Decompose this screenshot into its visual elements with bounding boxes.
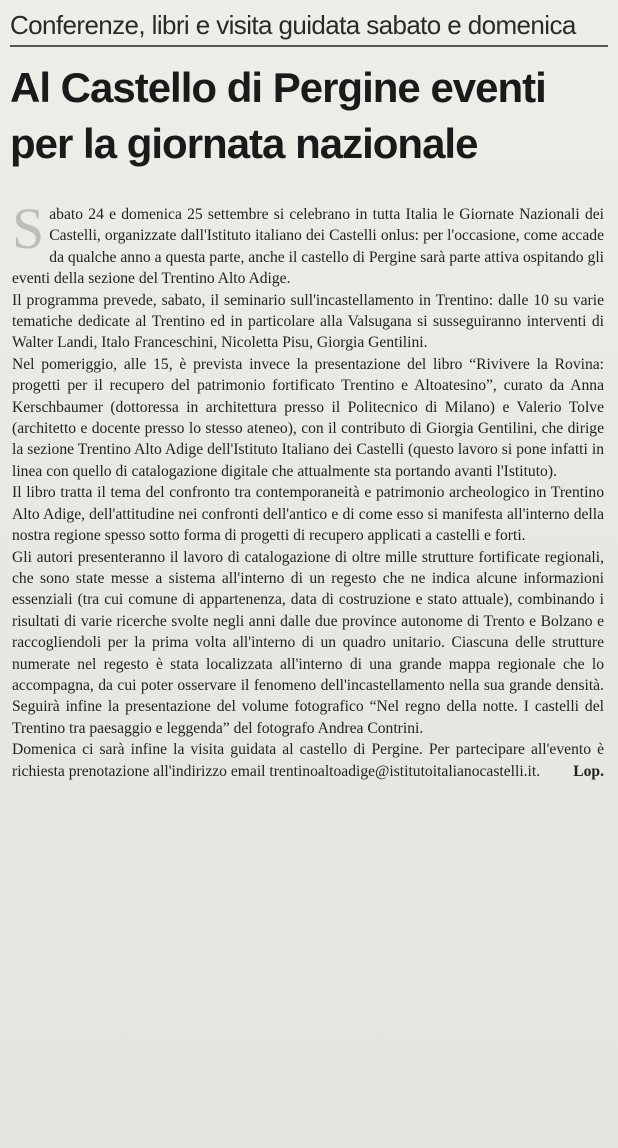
paragraph-6-text: Domenica ci sarà infine la visita guidata al castello di Pergine. Per partecipare all'evento è richiesta prenotazione all'indirizzo email trentinoaltoadige@istitutoitalianocastelli.it. [12,741,604,780]
drop-cap: S [12,196,45,261]
headline [10,60,610,172]
kicker: Conferenze, libri e visita guidata sabato e domenica [10,10,576,40]
headline-line-2: per la giornata nazionale [10,120,478,167]
paragraph-3: Nel pomeriggio, alle 15, è prevista invece la presentazione del libro “Rivivere la Rovina: progetti per il recupero del patrimonio fortificato Trentino e Altoatesino”, curato da Anna Kerschbaumer (dottoressa in architettura presso il Politecnico di Milano) e Valerio Tolve (architetto e docente presso lo stesso ateneo), con il contributo di Giorgia Gentilini, che dirige la sezione Trentino Alto Adige dell'Istituto Italiano dei Castelli (questo lavoro si pone infatti in linea con quello di catalogazione digitale che attualmente sta portando avanti l'Istituto). [12,355,604,480]
paragraph-5: Gli autori presenteranno il lavoro di catalogazione di oltre mille strutture fortificate regionali, che sono state messe a sistema all'interno di un regesto che ne indica alcune informazioni essenziali (tra cui comune di appartenenza, data di costruzione e stato attuale), combinando i risultati di varie ricerche svolte negli anni dalle due province autonome di Trento e Bolzano e raccogliendoli per la prima volta all'interno di un quadro unitario. Ciascuna delle strutture numerate nel regesto è stata localizzata all'interno di una grande mappa regionale che lo accompagna, da cui poter osservare il fenomeno dell'incastellamento nella sua grande densità. Seguirà infine la presentazione del volume fotografico “Nel regno della notte. I castelli del Trentino tra paesaggio e leggenda” del fotografo Andrea Contrini. [12,548,604,737]
article-body [12,196,604,782]
headline-line-1: Al Castello di Pergine eventi [10,64,546,111]
paragraph-1 [12,196,604,290]
paragraph-6 [12,739,604,782]
signature: Lop. [573,762,604,780]
divider [10,45,608,47]
paragraph-4: Il libro tratta il tema del confronto tra contemporaneità e patrimonio archeologico in Trentino Alto Adige, dell'attitudine nei confronti dell'antico e di come esso si manifesta all'interno della nostra regione spesso sotto forma di progetti di recupero applicati a castelli e forti. [12,484,604,545]
paragraph-1-text: abato 24 e domenica 25 settembre si celebrano in tutta Italia le Giornate Nazionali dei Castelli, organizzate dall'Istituto italiano dei Castelli onlus: per l'occasione, come accade da qualche anno a questa parte, anche il castello di Pergine sarà parte attiva ospitando gli eventi della sezione del Trentino Alto Adige. [12,206,604,288]
paragraph-2: Il programma prevede, sabato, il seminario sull'incastellamento in Trentino: dalle 10 su varie tematiche dedicate al Trentino ed in particolare alla Valsugana si susseguiranno interventi di Walter Landi, Italo Franceschini, Nicoletta Pisu, Giorgia Gentilini. [12,291,604,352]
